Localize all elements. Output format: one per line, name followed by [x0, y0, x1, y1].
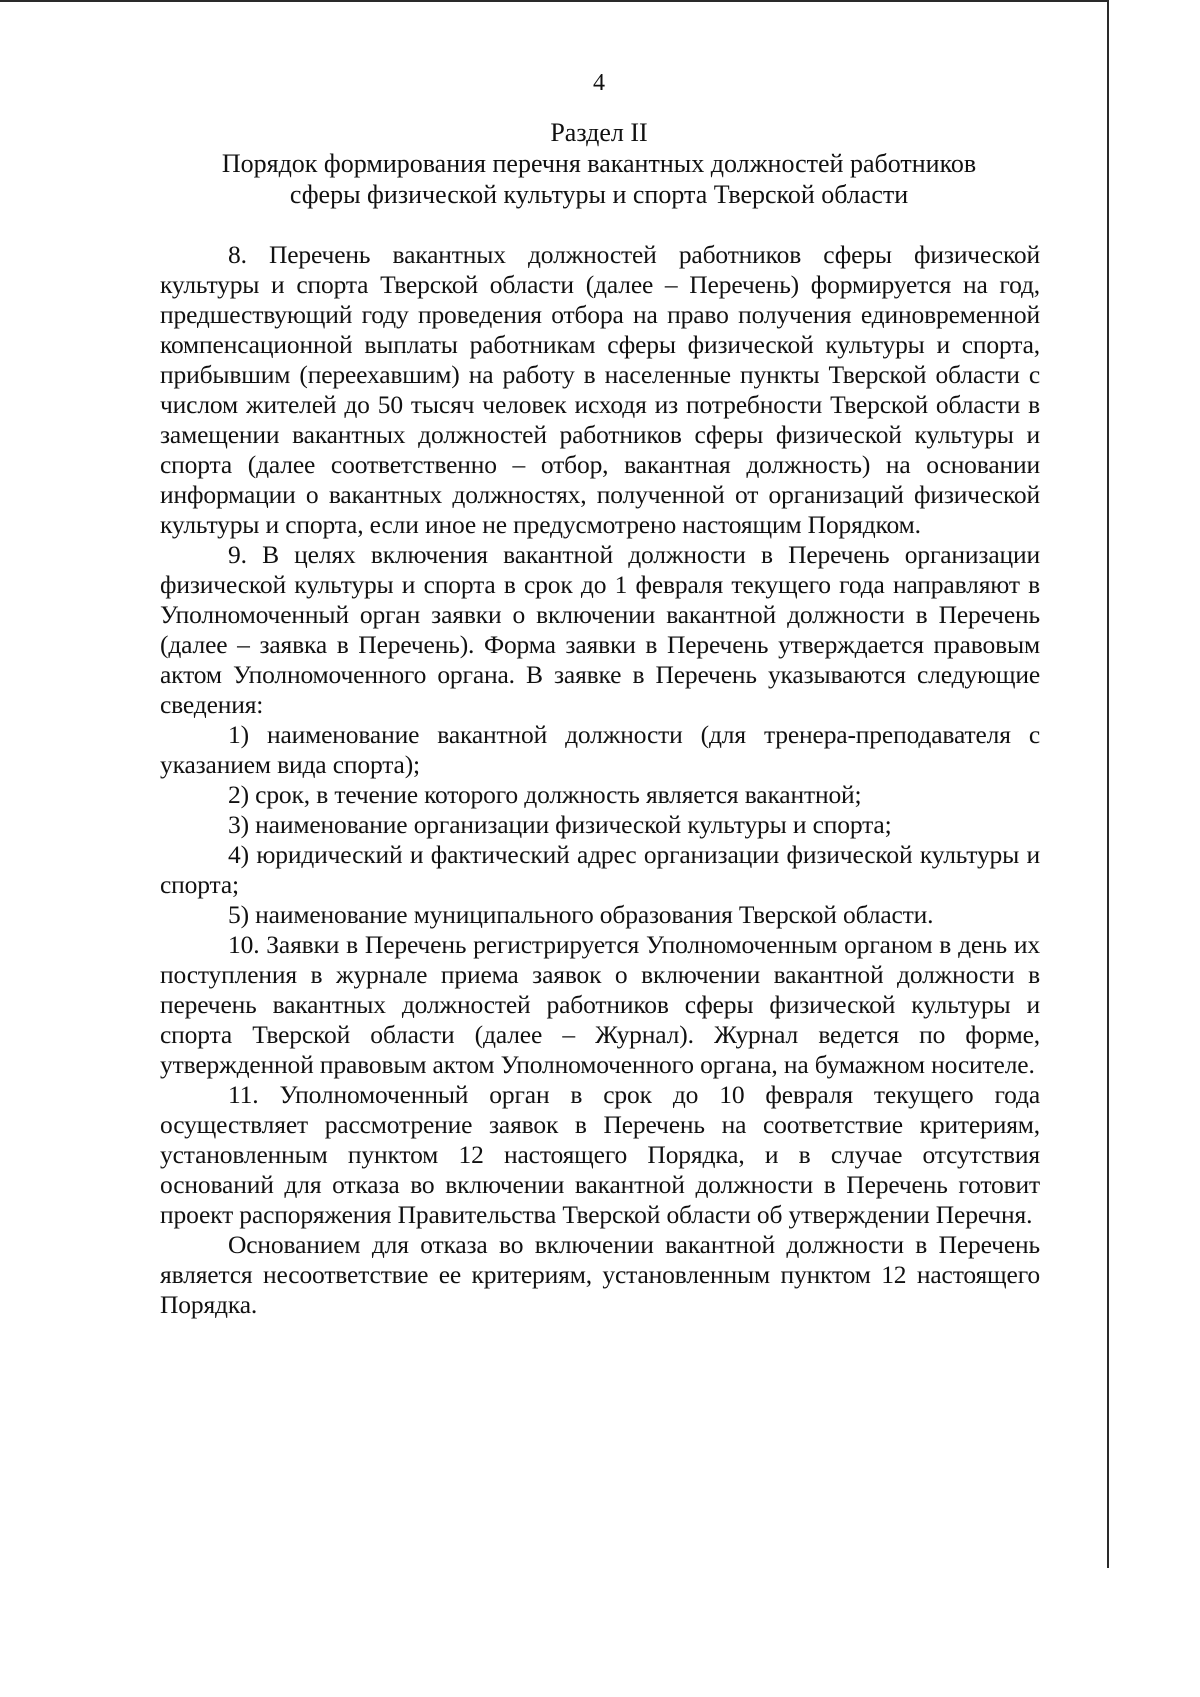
- list-item-5: 5) наименование муниципального образования Тверской области.: [228, 900, 934, 929]
- paragraph-11: 11. Уполномоченный орган в срок до 10 февраля текущего года осуществляет рассмотрение заявок в Перечень на соответствие критериям, установленным пунктом 12 настоящего Порядка, и в случае отсутствия оснований для отказа во включении вакантной должности в Перечень готовит проект распоряжения Правительства Тверской области об утверждении Перечня.: [160, 1080, 1040, 1229]
- scan-edge-right: [1107, 0, 1109, 1568]
- list-item-1: 1) наименование вакантной должности (для тренера-преподавателя с указанием вида спорта);: [160, 720, 1040, 779]
- document-body: [160, 240, 1040, 1320]
- section-heading: [0, 117, 1198, 210]
- paragraph-8: 8. Перечень вакантных должностей работников сферы физической культуры и спорта Тверской области (далее – Перечень) формируется на год, предшествующий году проведения отбора на право получения единовременной компенсационной выплаты работникам сферы физической культуры и спорта, прибывшим (переехавшим) на работу в населенные пункты Тверской области с числом жителей до 50 тысяч человек исходя из потребности Тверской области в замещении вакантных должностей работников сферы физической культуры и спорта (далее соответственно – отбор, вакантная должность) на основании информации о вакантных должностях, полученной от организаций физической культуры и спорта, если иное не предусмотрено настоящим Порядком.: [160, 240, 1040, 539]
- list-item-3: 3) наименование организации физической культуры и спорта;: [228, 810, 892, 839]
- section-title: Раздел II: [550, 118, 648, 147]
- scan-edge-top: [0, 0, 1109, 2]
- section-subtitle-line-2: сферы физической культуры и спорта Тверской области: [289, 180, 909, 209]
- page-number: 4: [593, 70, 605, 96]
- paragraph-refusal-grounds: Основанием для отказа во включении вакантной должности в Перечень является несоответствие ее критериям, установленным пунктом 12 настоящего Порядка.: [160, 1230, 1040, 1319]
- list-item-4: 4) юридический и фактический адрес организации физической культуры и спорта;: [160, 840, 1040, 899]
- paragraph-9: 9. В целях включения вакантной должности в Перечень организации физической культуры и спорта в срок до 1 февраля текущего года направляют в Уполномоченный орган заявки о включении вакантной должности в Перечень (далее – заявка в Перечень). Форма заявки в Перечень утверждается правовым актом Уполномоченного органа. В заявке в Перечень указываются следующие сведения:: [160, 540, 1040, 719]
- list-item-2: 2) срок, в течение которого должность является вакантной;: [228, 780, 862, 809]
- paragraph-10: 10. Заявки в Перечень регистрируется Уполномоченным органом в день их поступления в журнале приема заявок о включении вакантной должности в перечень вакантных должностей работников сферы физической культуры и спорта Тверской области (далее – Журнал). Журнал ведется по форме, утвержденной правовым актом Уполномоченного органа, на бумажном носителе.: [160, 930, 1040, 1079]
- section-subtitle-line-1: Порядок формирования перечня вакантных должностей работников: [221, 149, 977, 178]
